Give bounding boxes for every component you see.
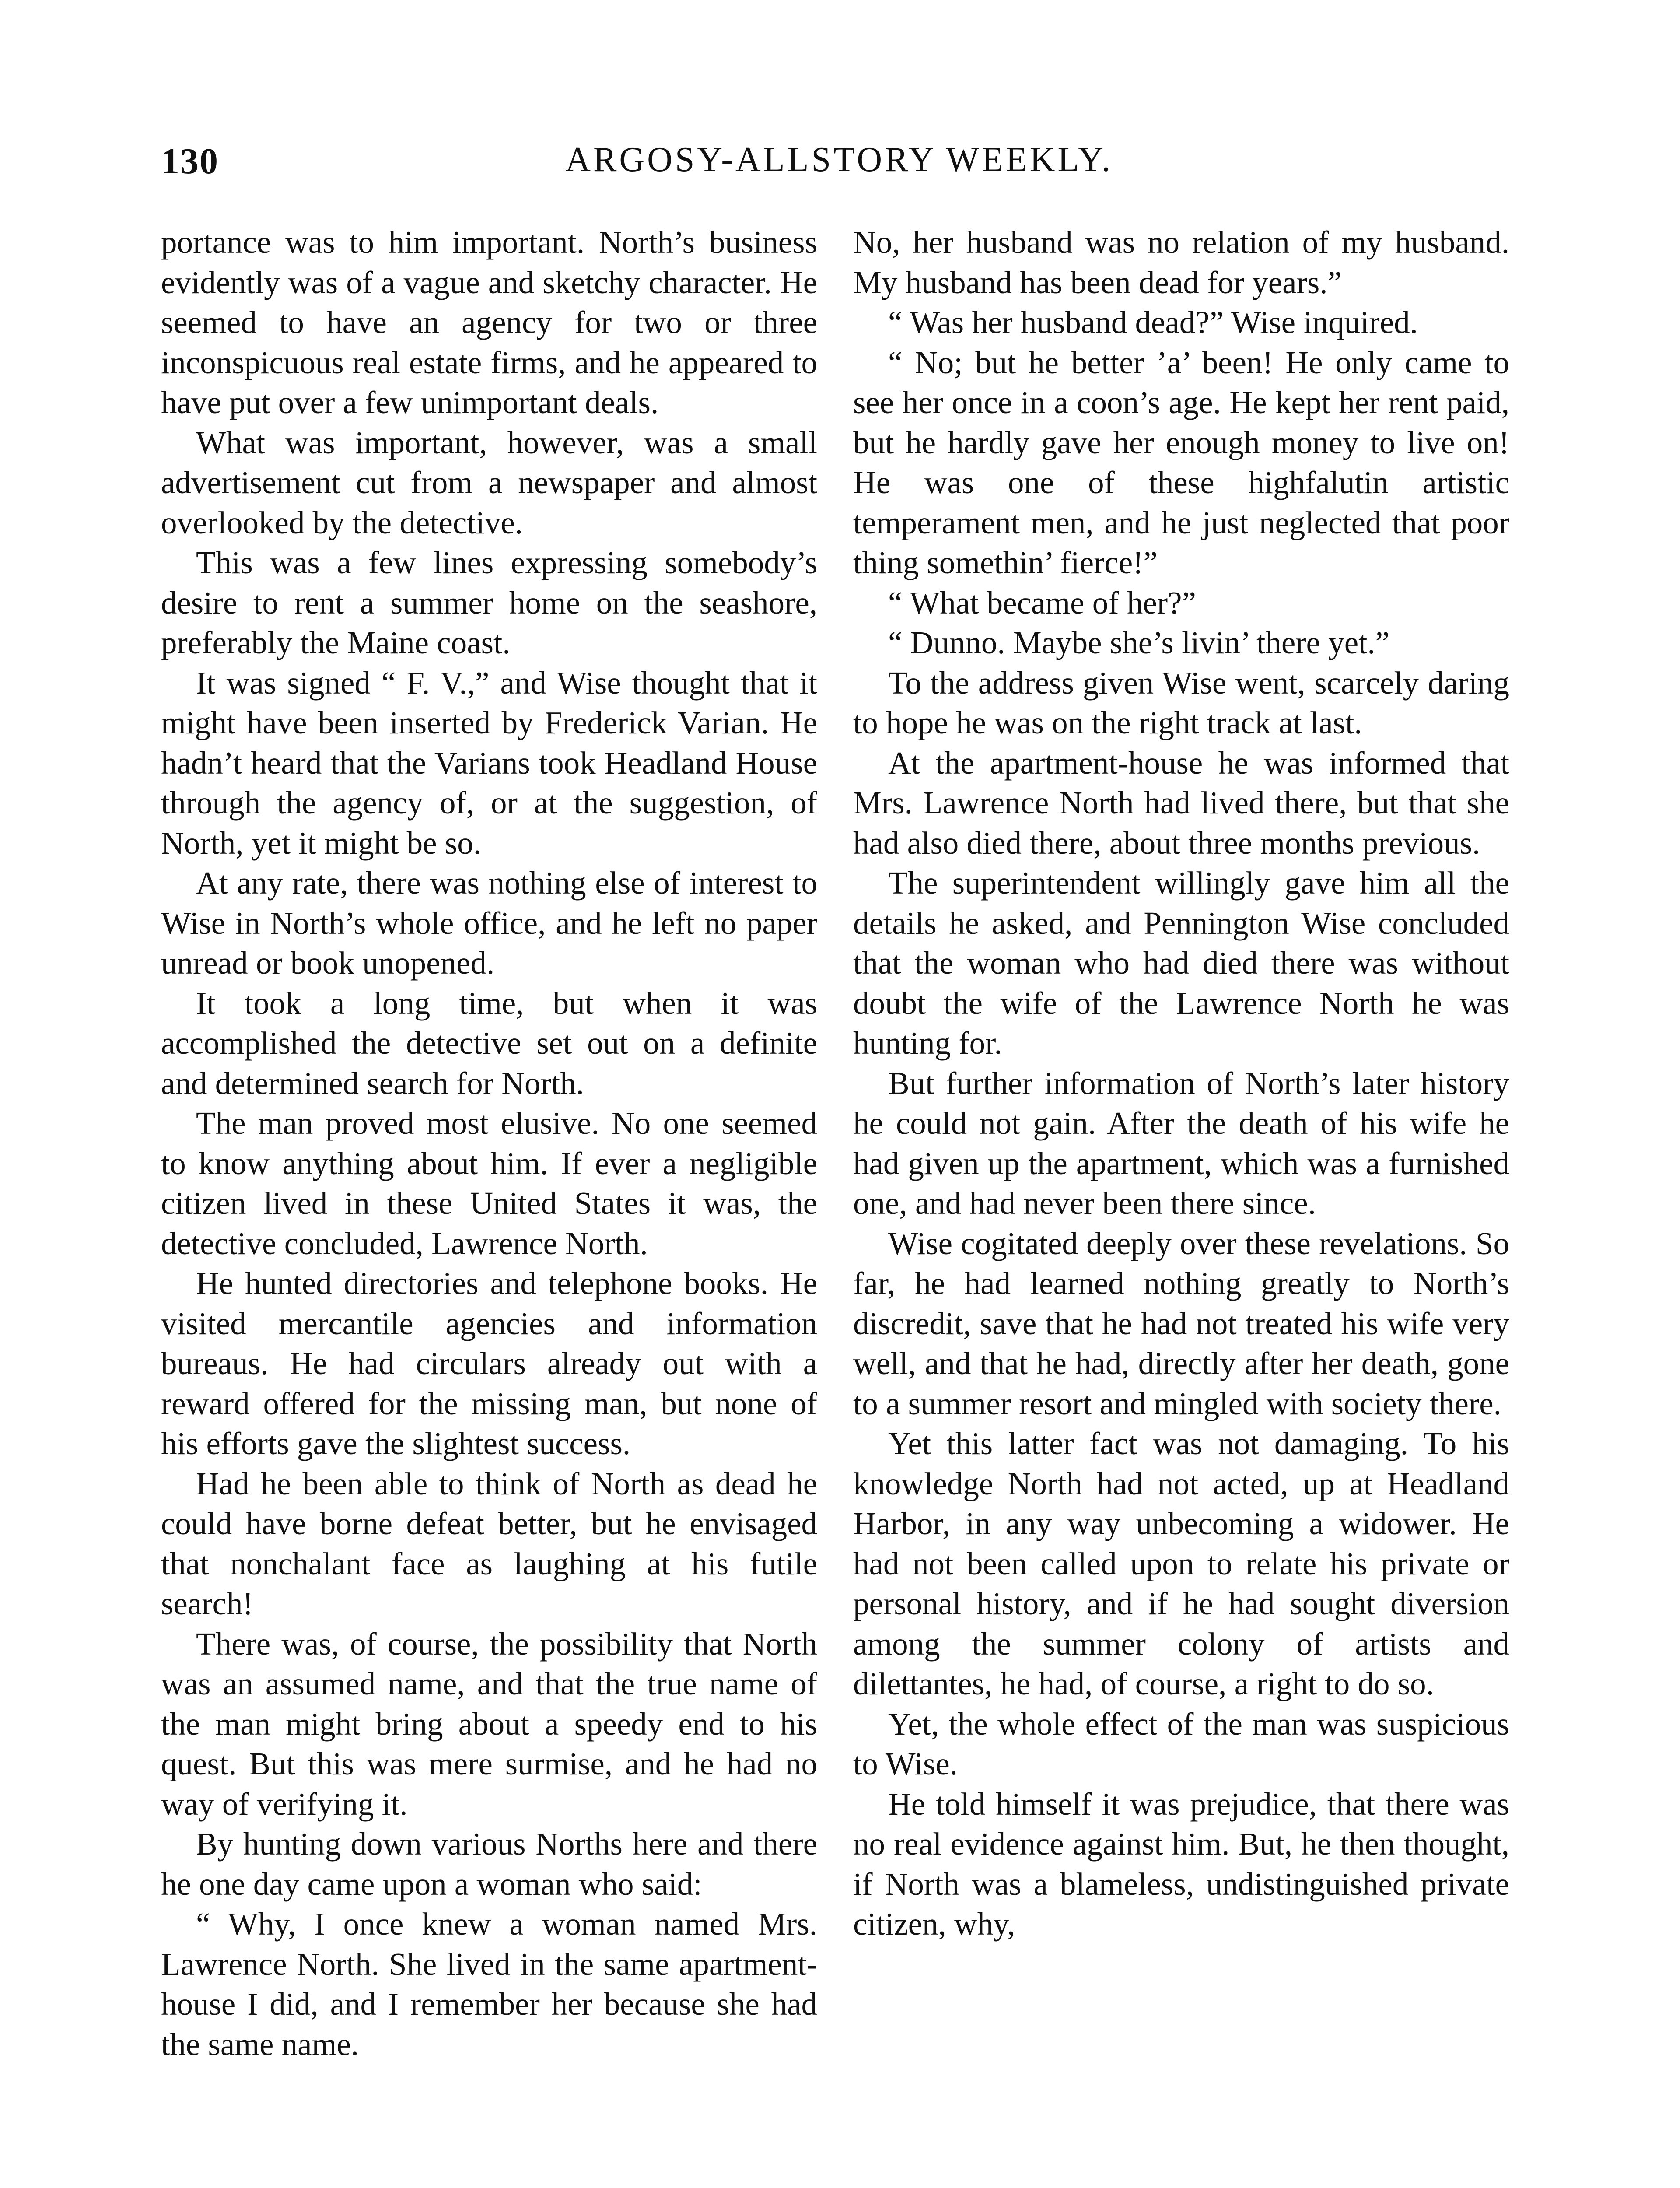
paragraph: There was, of course, the possibility that North was an assumed name, and that the true name of the man might bring about a speedy end to his quest. But this was mere surmise, and he had no way of verifying it. (161, 1626, 817, 1822)
paragraph: By hunting down various Norths here and there he one day came upon a woman who said: (161, 1826, 817, 1902)
paragraph: Had he been able to think of North as dead he could have borne defeat better, but he envisaged that nonchalant face as laughing at his futile search! (161, 1466, 817, 1621)
page-number: 130 (161, 141, 219, 182)
paragraph: It took a long time, but when it was accomplished the detective set out on a definite and determined search for North. (161, 985, 817, 1101)
paragraph: This was a few lines expressing somebody’s desire to rent a summer home on the seashore, preferably the Maine coast. (161, 545, 817, 660)
paragraph: It was signed “ F. V.,” and Wise thought that it might have been inserted by Frederick Varian. He hadn’t heard that the Varians took Headland House through the agency of, or at the suggestion, of North, yet it might be so. (161, 665, 817, 861)
paragraph: “ Dunno. Maybe she’s livin’ there yet.” (888, 625, 1390, 660)
paragraph: “ What became of her?” (888, 585, 1196, 621)
paragraph: Yet, the whole effect of the man was suspicious to Wise. (853, 1706, 1509, 1781)
paragraph: He hunted directories and telephone books. He visited mercantile agencies and information bureaus. He had circulars already out with a reward offered for the missing man, but none of his efforts gave the slightest success. (161, 1266, 817, 1461)
paragraph: Wise cogitated deeply over these revelations. So far, he had learned nothing greatly to North’s discredit, save that he had not treated his wife very well, and that he had, directly after her death, gone to a summer resort and mingled with society there. (853, 1225, 1509, 1421)
paragraph: To the address given Wise went, scarcely daring to hope he was on the right track at last. (853, 665, 1509, 740)
running-title: ARGOSY-ALLSTORY WEEKLY. (565, 140, 1113, 179)
page-header (161, 140, 1517, 188)
right-column (853, 222, 1509, 2188)
paragraph: Yet this latter fact was not damaging. To his knowledge North had not acted, up at Headland Harbor, in any way unbecoming a widower. He had not been called upon to relate his private or personal history, and if he had sought diversion among the summer colony of artists and dilettantes, he had, of course, a right to do so. (853, 1426, 1509, 1701)
paragraph: What was important, however, was a small advertisement cut from a newspaper and almost overlooked by the detective. (161, 424, 817, 540)
paragraph: At any rate, there was nothing else of interest to Wise in North’s whole office, and he left no paper unread or book unopened. (161, 865, 817, 981)
left-column (161, 222, 817, 2188)
paragraph: At the apartment-house he was informed that Mrs. Lawrence North had lived there, but that she had also died there, about three months previous. (853, 745, 1509, 861)
paragraph: But further information of North’s later history he could not gain. After the death of his wife he had given up the apartment, which was a furnished one, and had never been there since. (853, 1065, 1509, 1221)
paragraph: The man proved most elusive. No one seemed to know anything about him. If ever a negligible citizen lived in these United States it was, the detective concluded, Lawrence North. (161, 1105, 817, 1261)
paragraph: “ Was her husband dead?” Wise inquired. (888, 305, 1418, 340)
paragraph: He told himself it was prejudice, that there was no real evidence against him. But, he then thought, if North was a blameless, undistinguished private citizen, why, (853, 1786, 1509, 1942)
paragraph: No, her husband was no relation of my husband. My husband has been dead for years.” (853, 224, 1509, 300)
paragraph: “ Why, I once knew a woman named Mrs. Lawrence North. She lived in the same apartment-house I did, and I remember her because she had the same name. (161, 1906, 817, 2062)
paragraph: “ No; but he better ’a’ been! He only came to see her once in a coon’s age. He kept her rent paid, but he hardly gave her enough money to live on! He was one of these highfalutin artistic temperament men, and he just neglected that poor thing somethin’ fierce!” (853, 344, 1509, 580)
paragraph: The superintendent willingly gave him all the details he asked, and Pennington Wise concluded that the woman who had died there was without doubt the wife of the Lawrence North he was hunting for. (853, 865, 1509, 1061)
paragraph: portance was to him important. North’s business evidently was of a vague and sketchy character. He seemed to have an agency for two or three inconspicuous real estate firms, and he appeared to have put over a few unimportant deals. (161, 224, 817, 420)
